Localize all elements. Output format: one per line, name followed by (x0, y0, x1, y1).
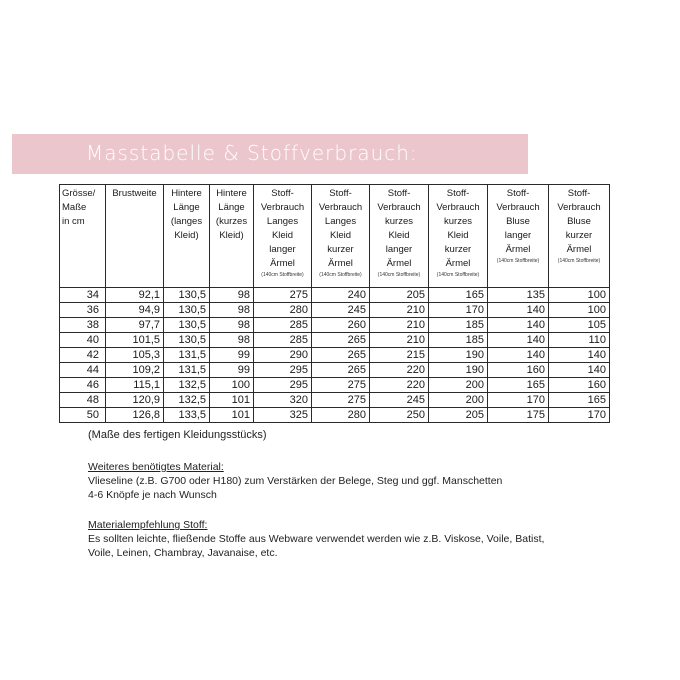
fabric-recommendation-line: Es sollten leichte, fließende Stoffe aus Webware verwendet werden wie z.B. Viskose, Voile, Batist, (88, 533, 545, 545)
size-cell: 44 (60, 363, 106, 378)
table-cell: 285 (254, 333, 312, 348)
table-cell: 109,2 (106, 363, 164, 378)
table-row (60, 408, 610, 423)
material-line: 4-6 Knöpfe je nach Wunsch (88, 489, 217, 501)
table-cell: 101,5 (106, 333, 164, 348)
table-cell: 135 (488, 288, 549, 303)
table-cell: 265 (312, 348, 370, 363)
table-cell: 185 (429, 318, 488, 333)
column-header-line: Kleid (271, 230, 294, 241)
table-cell: 140 (488, 348, 549, 363)
column-header-line: Bluse (506, 216, 530, 227)
column-header-line: Kleid) (174, 230, 199, 241)
table-row (60, 363, 610, 378)
fabric-width-note: (140cm Stoffbreite) (436, 272, 480, 278)
table-cell: 100 (549, 303, 610, 318)
column-header-line: Verbrauch (436, 202, 480, 213)
table-cell: 126,8 (106, 408, 164, 423)
table-cell: 101 (210, 393, 254, 408)
table-cell: 130,5 (164, 333, 210, 348)
column-header-line: Länge (173, 202, 200, 213)
banner-title: Masstabelle & Stoffverbrauch: (86, 141, 418, 165)
table-cell: 98 (210, 333, 254, 348)
table-cell: 140 (488, 303, 549, 318)
column-header-line: Ärmel (445, 258, 471, 269)
table-cell: 165 (429, 288, 488, 303)
column-header-line: in cm (62, 216, 85, 227)
column-header (106, 185, 164, 288)
table-cell: 325 (254, 408, 312, 423)
table-row (60, 318, 610, 333)
column-header (312, 185, 370, 288)
column-header-line: Kleid (329, 230, 352, 241)
fabric-width-note: (140cm Stoffbreite) (377, 272, 421, 278)
table-cell: 100 (549, 288, 610, 303)
column-header-line: Verbrauch (318, 202, 363, 213)
size-cell: 46 (60, 378, 106, 393)
table-cell: 120,9 (106, 393, 164, 408)
table-cell: 130,5 (164, 303, 210, 318)
column-header-line: Hintere (171, 188, 202, 199)
table-row (60, 303, 610, 318)
fabric-recommendation-section (88, 518, 544, 560)
column-header (429, 185, 488, 288)
table-cell: 101 (210, 408, 254, 423)
column-header-line: Stoff- (387, 188, 411, 199)
column-header (164, 185, 210, 288)
table-cell: 132,5 (164, 378, 210, 393)
table-cell: 295 (254, 378, 312, 393)
table-cell: 98 (210, 288, 254, 303)
table-cell: 97,7 (106, 318, 164, 333)
table-cell: 280 (312, 408, 370, 423)
table-cell: 210 (370, 303, 429, 318)
table-cell: 175 (488, 408, 549, 423)
table-cell: 220 (370, 363, 429, 378)
table-header-row (60, 185, 610, 288)
table-cell: 250 (370, 408, 429, 423)
column-header (210, 185, 254, 288)
column-header-line: kurzes (385, 216, 413, 227)
table-cell: 275 (312, 378, 370, 393)
table-cell: 160 (488, 363, 549, 378)
fabric-width-note: (140cm Stoffbreite) (319, 272, 362, 278)
table-cell: 170 (549, 408, 610, 423)
table-cell: 140 (549, 348, 610, 363)
table-row (60, 378, 610, 393)
column-header (254, 185, 312, 288)
table-cell: 200 (429, 393, 488, 408)
table-cell: 210 (370, 318, 429, 333)
column-header-line: Stoff- (506, 188, 530, 199)
table-cell: 205 (429, 408, 488, 423)
column-header-line: (langes (170, 216, 203, 227)
column-header-line: Langes (266, 216, 299, 227)
fabric-recommendation-heading: Materialempfehlung Stoff: (88, 519, 208, 531)
table-cell: 130,5 (164, 288, 210, 303)
column-header-line: langer (504, 230, 532, 241)
table-cell: 115,1 (106, 378, 164, 393)
table-cell: 220 (370, 378, 429, 393)
size-cell: 42 (60, 348, 106, 363)
table-cell: 170 (429, 303, 488, 318)
table-cell: 190 (429, 363, 488, 378)
size-cell: 40 (60, 333, 106, 348)
size-cell: 48 (60, 393, 106, 408)
material-heading: Weiteres benötigtes Material: (88, 461, 224, 473)
table-cell: 105,3 (106, 348, 164, 363)
table-cell: 140 (488, 318, 549, 333)
size-table (59, 184, 610, 423)
column-header-line: kurzes (444, 216, 472, 227)
column-header-line: Ärmel (386, 258, 412, 269)
fabric-width-note: (140cm Stoffbreite) (557, 258, 601, 264)
column-header-line: Ärmel (270, 258, 295, 269)
column-header-line: Kleid) (219, 230, 244, 241)
table-row (60, 333, 610, 348)
table-cell: 280 (254, 303, 312, 318)
size-cell: 34 (60, 288, 106, 303)
column-header-line: Stoff- (271, 188, 294, 199)
table-cell: 205 (370, 288, 429, 303)
column-header-line: kurzer (327, 244, 354, 255)
table-cell: 240 (312, 288, 370, 303)
column-header-line: Stoff- (446, 188, 470, 199)
table-cell: 94,9 (106, 303, 164, 318)
column-header-line: Ärmel (328, 258, 353, 269)
column-header-line: (kurzes (215, 216, 248, 227)
table-row (60, 348, 610, 363)
column-header-line: langer (269, 244, 296, 255)
column-header-line: Hintere (216, 188, 247, 199)
fabric-width-note: (140cm Stoffbreite) (261, 272, 304, 278)
column-header-line: Grösse/ (62, 188, 96, 199)
table-cell: 275 (312, 393, 370, 408)
column-header-line: Verbrauch (557, 202, 601, 213)
table-cell: 130,5 (164, 318, 210, 333)
column-header-line: Stoff- (329, 188, 352, 199)
table-cell: 265 (312, 333, 370, 348)
table-cell: 245 (370, 393, 429, 408)
column-header-line: Kleid (447, 230, 469, 241)
table-cell: 320 (254, 393, 312, 408)
table-cell: 295 (254, 363, 312, 378)
table-cell: 140 (549, 363, 610, 378)
table-cell: 133,5 (164, 408, 210, 423)
table-cell: 99 (210, 363, 254, 378)
column-header-line: Länge (218, 202, 245, 213)
table-row (60, 288, 610, 303)
column-header-line: Kleid (388, 230, 410, 241)
table-cell: 105 (549, 318, 610, 333)
material-section (88, 460, 502, 502)
column-header (488, 185, 549, 288)
column-header-line: Verbrauch (496, 202, 540, 213)
column-header-line: langer (385, 244, 413, 255)
table-cell: 290 (254, 348, 312, 363)
column-header-line: Ärmel (505, 244, 531, 255)
table-cell: 131,5 (164, 348, 210, 363)
table-cell: 99 (210, 348, 254, 363)
table-cell: 165 (549, 393, 610, 408)
fabric-width-note: (140cm Stoffbreite) (496, 258, 540, 264)
table-cell: 100 (210, 378, 254, 393)
column-header-line: kurzer (444, 244, 472, 255)
table-cell: 265 (312, 363, 370, 378)
column-header-line: Verbrauch (377, 202, 421, 213)
column-header-line: Maße (62, 202, 87, 213)
table-cell: 98 (210, 303, 254, 318)
table-body (60, 288, 610, 423)
column-header-line: Verbrauch (260, 202, 305, 213)
column-header-line: Stoff- (567, 188, 591, 199)
size-cell: 38 (60, 318, 106, 333)
table-cell: 110 (549, 333, 610, 348)
table-cell: 131,5 (164, 363, 210, 378)
fabric-recommendation-line: Voile, Leinen, Chambray, Javanaise, etc. (88, 547, 278, 559)
table-cell: 275 (254, 288, 312, 303)
column-header (549, 185, 610, 288)
table-cell: 200 (429, 378, 488, 393)
column-header (60, 185, 106, 288)
column-header-line: Bluse (567, 216, 591, 227)
size-cell: 36 (60, 303, 106, 318)
column-header (370, 185, 429, 288)
table-caption: (Maße des fertigen Kleidungsstücks) (88, 429, 267, 441)
table-cell: 98 (210, 318, 254, 333)
size-cell: 50 (60, 408, 106, 423)
table-cell: 285 (254, 318, 312, 333)
table-cell: 132,5 (164, 393, 210, 408)
table-cell: 260 (312, 318, 370, 333)
column-header-line: Brustweite (112, 188, 157, 199)
table-row (60, 393, 610, 408)
column-header-line: Langes (324, 216, 357, 227)
column-header-line: Ärmel (566, 244, 592, 255)
title-banner (12, 134, 528, 174)
table-cell: 210 (370, 333, 429, 348)
table-cell: 160 (549, 378, 610, 393)
table-cell: 215 (370, 348, 429, 363)
table-cell: 92,1 (106, 288, 164, 303)
table-cell: 140 (488, 333, 549, 348)
table-cell: 165 (488, 378, 549, 393)
table-cell: 185 (429, 333, 488, 348)
table-cell: 170 (488, 393, 549, 408)
column-header-line: kurzer (565, 230, 593, 241)
material-line: Vlieseline (z.B. G700 oder H180) zum Verstärken der Belege, Steg und ggf. Manschetten (88, 475, 503, 487)
table-cell: 245 (312, 303, 370, 318)
table-cell: 190 (429, 348, 488, 363)
